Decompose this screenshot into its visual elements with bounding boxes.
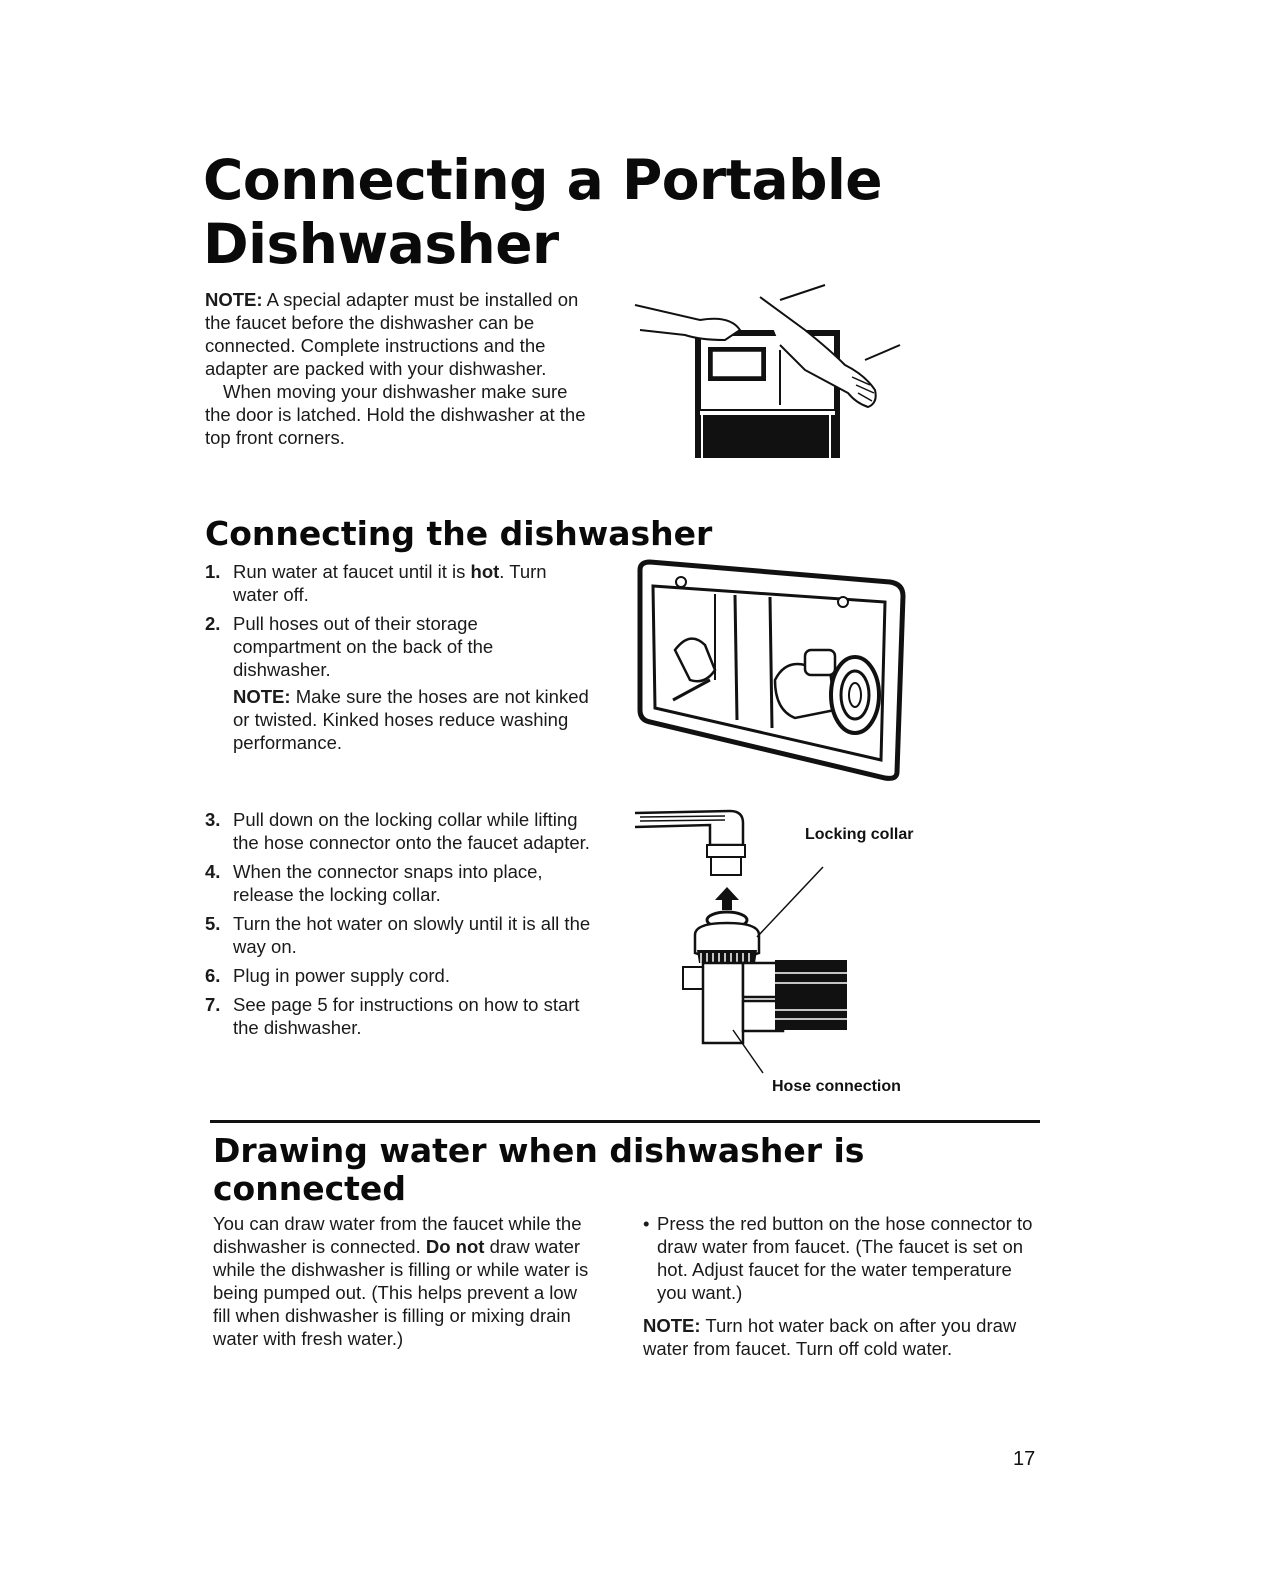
step-note	[233, 685, 590, 754]
page-title: Connecting a Portable Dishwasher	[203, 148, 883, 276]
list-item	[205, 808, 595, 854]
label-locking-collar: Locking collar	[805, 826, 914, 843]
step-text: . Turn water off.	[233, 561, 547, 605]
faucet-connector-illustration	[635, 805, 865, 1075]
step-number: 5.	[205, 913, 221, 934]
step-number: 6.	[205, 965, 221, 986]
steps-list-a	[205, 560, 590, 760]
drawing-left-text	[213, 1212, 598, 1350]
list-item	[205, 560, 590, 606]
list-item	[205, 912, 595, 958]
note-label: NOTE:	[233, 686, 291, 707]
label-hose-connection: Hose connection	[772, 1078, 901, 1095]
dishwasher-carry-illustration	[630, 285, 910, 465]
bullet-item	[643, 1212, 1038, 1304]
step-text: Run water at faucet until it is	[233, 561, 471, 582]
step-number: 7.	[205, 994, 221, 1015]
note-label: NOTE:	[205, 289, 263, 310]
step-number: 3.	[205, 809, 221, 830]
list-item	[205, 993, 595, 1039]
section-heading-connecting: Connecting the dishwasher	[205, 514, 713, 553]
bullet-text: Press the red button on the hose connector to draw water from faucet. (The faucet is set on hot. Adjust faucet for the water temperature you want.)	[657, 1213, 1033, 1303]
drawing-left-bold: Do not	[425, 1236, 485, 1257]
section-heading-drawing: Drawing water when dishwasher is connected	[213, 1131, 865, 1208]
intro-moving-text: When moving your dishwasher make sure the door is latched. Hold the dishwasher at the top front corners.	[205, 381, 586, 448]
step-number: 4.	[205, 861, 221, 882]
list-item	[205, 964, 595, 987]
drawing-right-text	[643, 1212, 1038, 1360]
drawing-note	[643, 1314, 1038, 1360]
step-note-text: Make sure the hoses are not kinked or twisted. Kinked hoses reduce washing performance.	[233, 686, 589, 753]
steps-list-b	[205, 808, 595, 1045]
step-text: Pull down on the locking collar while lifting the hose connector onto the faucet adapter.	[233, 809, 590, 853]
step-text: Plug in power supply cord.	[233, 965, 450, 986]
intro-note	[205, 288, 595, 449]
intro-note-text: A special adapter must be installed on the faucet before the dishwasher can be connected. Complete instructions and the adapter are packed with your dishwasher.	[205, 289, 579, 379]
drawing-left-pre: You can draw water from the faucet while the dishwasher is connected.	[213, 1213, 582, 1257]
list-item	[205, 612, 590, 754]
drawing-note-text: Turn hot water back on after you draw water from faucet. Turn off cold water.	[643, 1315, 1017, 1359]
step-number: 2.	[205, 613, 221, 634]
hose-compartment-illustration	[635, 560, 915, 780]
note-label: NOTE:	[643, 1315, 701, 1336]
step-text: Turn the hot water on slowly until it is all the way on.	[233, 913, 591, 957]
step-bold: hot	[470, 561, 500, 582]
step-number: 1.	[205, 561, 221, 582]
step-text: When the connector snaps into place, release the locking collar.	[233, 861, 543, 905]
step-text: See page 5 for instructions on how to start the dishwasher.	[233, 994, 580, 1038]
bullet-dot: •	[643, 1213, 650, 1234]
page-number: 17	[1013, 1448, 1036, 1470]
section-divider	[210, 1120, 1040, 1123]
step-text: Pull hoses out of their storage compartment on the back of the dishwasher.	[233, 613, 494, 680]
list-item	[205, 860, 595, 906]
drawing-left-post: draw water while the dishwasher is filling or while water is being pumped out. (This helps prevent a low fill when dishwasher is filling or mixing drain water with fresh water.)	[213, 1236, 589, 1349]
